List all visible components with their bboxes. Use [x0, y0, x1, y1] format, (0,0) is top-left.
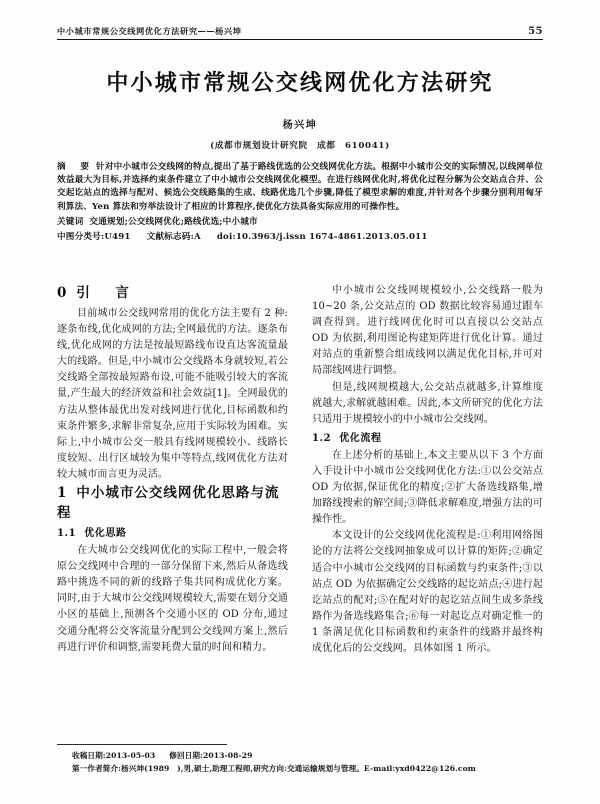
- subsection-heading-1-2: [312, 431, 543, 447]
- abstract-paragraph: [57, 161, 543, 214]
- received-colon: :: [102, 751, 106, 760]
- abstract-block: [57, 161, 543, 244]
- column-right: [312, 283, 543, 657]
- section-number-intro: 0: [57, 285, 68, 301]
- page-number: 55: [528, 26, 543, 37]
- column-left: [57, 283, 288, 656]
- abstract-text: 针对中小城市公交线网的特点,提出了基于路线优选的公交线网优化方法。根据中小城市公交的实际情况,以线网单位效益最大为目标,并选择约束条件建立了中小城市公交线网优化模型。在进行线网优化时,将优化过程分解为公交站点合并、公交起讫站点的选择与配对、候选公交线路集的生成、线路优选几个步骤,降低了模型求解的难度,并针对各个步骤分别利用匈牙利算法、Yen 算法和穷举法设计了相应的计算程序,使优化方法具备实际应用的可操作性。: [57, 162, 543, 212]
- subsection-title-1-2: 优化流程: [339, 432, 382, 444]
- subsection-number-1-1: 1.1: [57, 528, 77, 540]
- running-head-title: 中小城市常规公交线网优化方法研究——杨兴坤: [57, 26, 242, 36]
- clc-colon: :: [100, 231, 105, 242]
- abstract-label: 摘 要: [57, 162, 92, 172]
- section-number-1: 1: [57, 485, 68, 502]
- keywords-value: 交通规划;公交线网优化;路线优选;中小城市: [89, 217, 258, 228]
- classification-line: [57, 230, 543, 245]
- author-bio-label: 第一作者简介: [72, 763, 119, 773]
- section-heading-1: [57, 483, 288, 523]
- subsection-heading-1-1: [57, 526, 288, 542]
- subsection-title-1-1: 优化思路: [84, 528, 127, 540]
- doc-type-label: 文献标志码: [146, 231, 191, 242]
- keywords-line: [57, 215, 543, 230]
- received-date-label: 收稿日期: [72, 751, 103, 760]
- section-heading-intro: [57, 283, 288, 303]
- author-affiliation: (成都市规划设计研究院 成都 610041): [210, 141, 390, 151]
- paragraph-intro-1: 目前城市公交线网常用的优化方法主要有 2 种:逐条布线,优化成网的方法;全网最优的方法。逐条布线,优化成网的方法是按最短路线布设直达客流量最大的线路。但是,中小城市公交线路本身就较短,若公交线路全部按最短路布设,可能不能吸引较大的客流量,产生最大的经济效益和社会效益[1]。全网最优的方法从整体最优出发对线网进行优化,目标函数和约束条件繁多,求解非常复杂,应用于实际较为困难。实际上,中小城市公交一般具有线网规模较小、线路长度较短、出行区域较为集中等特点,线网优化方法对较大城市而言更为灵活。: [57, 308, 288, 480]
- header-divider: [57, 39, 543, 40]
- revised-colon: :: [200, 751, 203, 760]
- doi-label: doi: [216, 231, 233, 242]
- footer-divider: [57, 744, 227, 745]
- bio-colon: :: [118, 763, 122, 773]
- keywords-label: 关键词: [57, 217, 84, 228]
- page-title: 中小城市常规公交线网优化方法研究: [106, 70, 494, 96]
- section-title-intro: 引 言: [76, 285, 135, 301]
- paragraph-1-1-3: 但是,线网规模越大,公交站点就越多,计算维度就越大,求解就越困难。因此,本文所研究的优化方法只适用于规模较小的中小城市公交线网。: [312, 381, 543, 425]
- paragraph-1-1-1: 在大城市公交线网优化的实际工程中,一般会将原公交线网中合理的一部分保留下来,然后从备选线路中挑选不同的新的线路子集共同构成优化方案。同时,由于大城市公交线网规模较大,需要在划分交通小区的基础上,预测各个交通小区的 OD 分布,通过交通分配将公交客流量分配到公交线网方案上,然后再进行评价和调整,需要耗费大量的时间和精力。: [57, 545, 288, 653]
- clc-value: U491: [104, 231, 131, 242]
- footer-bio-line: [72, 763, 543, 776]
- revised-date-label: 修回日期: [169, 751, 201, 760]
- paragraph-1-2-2: 本文设计的公交线网优化流程是:①利用网络图论的方法将公交线网抽象成可以计算的矩阵;②确定适合中小城市公交线网的目标函数与约束条件;③以站点 OD 为依据确定公交线路的起讫站点;④进行起讫站点的配对;⑤在配对好的起讫站点间生成多条线路作为备选线路集合;⑥每一对起讫点对确定惟一的 1 条满足优化目标函数和约束条件的线路并最终构成优化后的公交线网。具体如图 1 所示。: [312, 530, 543, 654]
- footer-block: [72, 750, 543, 775]
- paragraph-1-2-1: 在上述分析的基础上,本文主要从以下 3 个方面入手设计中小城市公交线网优化方法:①以公交站点 OD 为依据,保证优化的精度;②扩大备选线路集,增加路线搜索的解空间;③降低求解难度,增强方法的可操作性。: [312, 449, 543, 526]
- footer-dates-line: [72, 750, 543, 763]
- revised-date-value: 2013-08-29: [202, 751, 253, 760]
- received-date-value: 2013-05-03: [105, 751, 156, 760]
- clc-label: 中图分类号: [57, 231, 101, 242]
- author-bio-value: 杨兴坤(1989 ),男,硕士,助理工程师,研究方向:交通运输规划与管理。E-mail:yxd0422@126.com: [121, 763, 476, 773]
- paragraph-1-1-2: 中小城市公交线网规模较小,公交线路一般为 10~20 条,公交站点的 OD 数据比较容易通过跟车调查得到。进行线网优化时可以直接以公交站点 OD 为依据,利用图论构建矩阵进行优化计算。通过对站点的重新整合组成线网以满足优化目标,并可对局部线网进行调整。: [312, 285, 543, 377]
- doc-type-colon: :: [190, 231, 194, 242]
- author-name: 杨兴坤: [282, 120, 318, 131]
- doi-colon: :: [232, 231, 236, 242]
- running-head: [57, 26, 543, 37]
- doi-value: 10.3963/j.issn 1674-4861.2013.05.011: [235, 231, 428, 242]
- section-title-1: 中小城市公交线网优化思路与流程: [57, 485, 280, 522]
- subsection-number-1-2: 1.2: [312, 432, 332, 444]
- doc-type-value: A: [193, 231, 201, 242]
